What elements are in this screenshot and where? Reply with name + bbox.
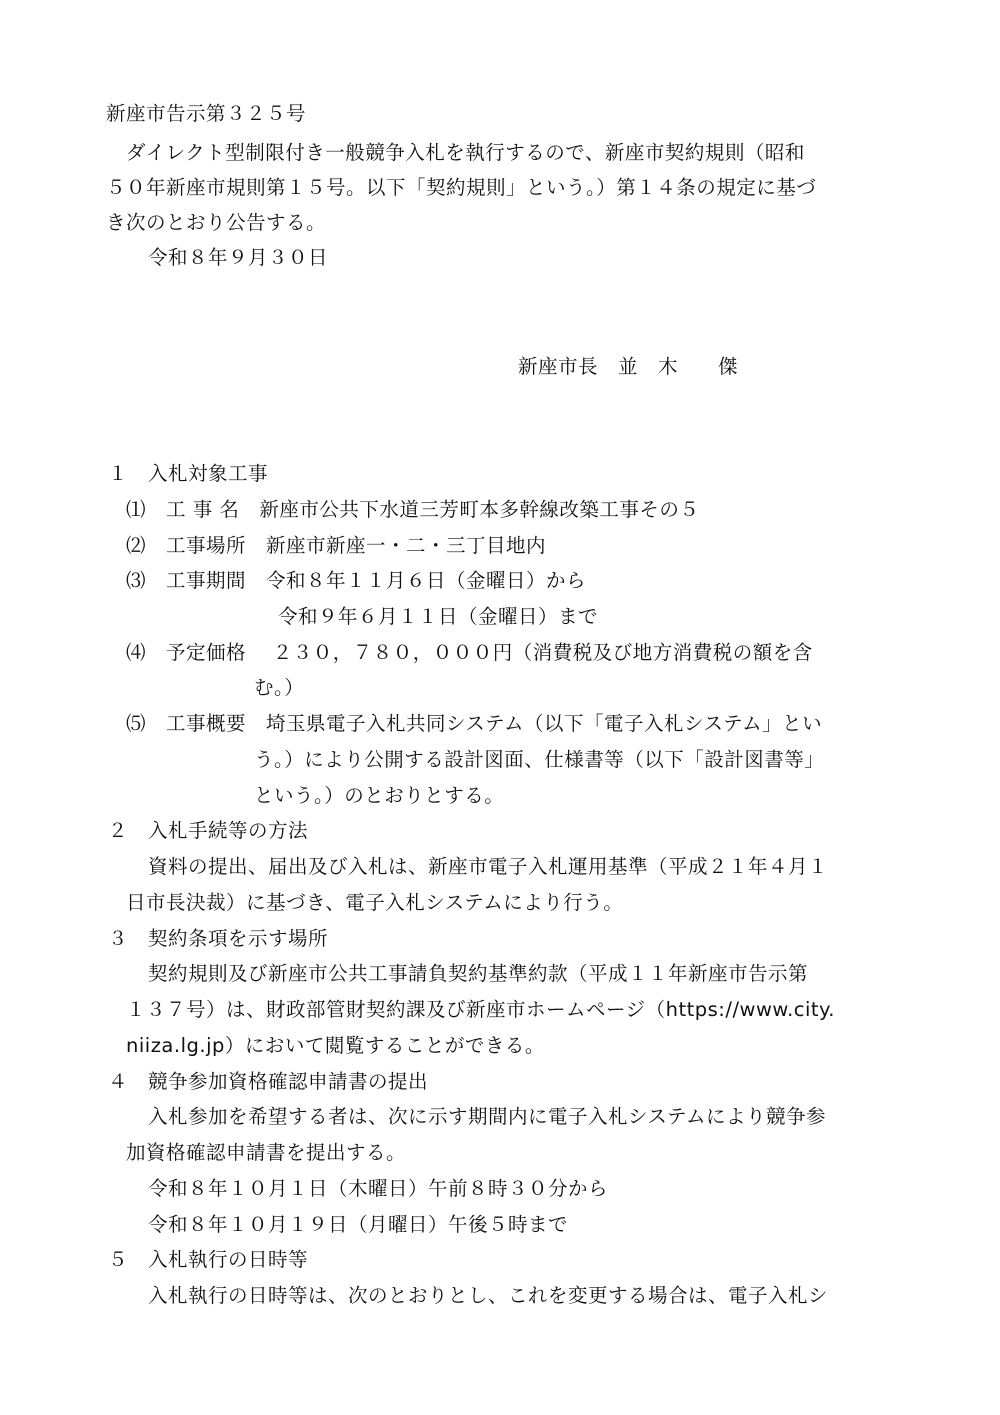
notice-body-line-3: き次のとおり公告する。 <box>106 211 327 234</box>
section-4-period-end: 令和８年１０月１９日（月曜日）午後５時まで <box>148 1213 569 1236</box>
section-3-text-line-1: 契約規則及び新座市公共工事請負契約基準約款（平成１１年新座市告示第 <box>148 962 809 985</box>
section-2-heading: ２ 入札手続等の方法 <box>108 819 309 842</box>
section-1-item-5-line-1: ⑸ 工事概要 埼玉県電子入札共同システム（以下「電子入札システム」とい <box>126 712 823 735</box>
notice-date: 令和８年９月３０日 <box>148 246 329 269</box>
section-4-text-line-1: 入札参加を希望する者は、次に示す期間内に電子入札システムにより競争参 <box>148 1105 827 1128</box>
section-3-heading: ３ 契約条項を示す場所 <box>108 927 329 950</box>
section-4-heading: ４ 競争参加資格確認申請書の提出 <box>108 1070 429 1093</box>
section-1-item-3-line-1: ⑶ 工事期間 令和８年１１月６日（金曜日）から <box>126 569 587 592</box>
notice-body-line-1: ダイレクト型制限付き一般競争入札を執行するので、新座市契約規則（昭和 <box>126 141 805 164</box>
section-1-item-4-line-2: む。） <box>254 676 305 699</box>
notice-number: 新座市告示第３２５号 <box>106 102 307 125</box>
section-1-item-4-line-1: ⑷ 予定価格 ２３０，７８０，０００円（消費税及び地方消費税の額を含 <box>126 641 813 664</box>
section-2-text-line-2: 日市長決裁）に基づき、電子入札システムにより行う。 <box>126 891 624 914</box>
section-1-heading: １ 入札対象工事 <box>108 462 269 485</box>
notice-signatory: 新座市長 並 木 傑 <box>518 355 739 378</box>
section-3-text-line-2: １３７号）は、財政部管財契約課及び新座市ホームページ（https://www.city. <box>126 998 836 1021</box>
notice-body-line-2: ５０年新座市規則第１５号。以下「契約規則」という。）第１４条の規定に基づ <box>106 176 817 199</box>
section-5-heading: ５ 入札執行の日時等 <box>108 1248 309 1271</box>
section-1-item-5-line-3: という。）のとおりとする。 <box>254 784 505 807</box>
section-1-item-5-line-2: う。）により公開する設計図面、仕様書等（以下「設計図書等」 <box>254 748 825 771</box>
section-1-item-1: ⑴ 工 事 名 新座市公共下水道三芳町本多幹線改築工事その５ <box>126 498 700 521</box>
section-1-item-3-line-2: 令和９年６月１１日（金曜日）まで <box>278 605 599 628</box>
section-2-text-line-1: 資料の提出、届出及び入札は、新座市電子入札運用基準（平成２１年４月１ <box>148 855 829 878</box>
section-5-text-line-1: 入札執行の日時等は、次のとおりとし、これを変更する場合は、電子入札シ <box>148 1284 829 1307</box>
section-4-text-line-2: 加資格確認申請書を提出する。 <box>126 1141 407 1164</box>
section-3-text-line-3: niiza.lg.jp）において閲覧することができる。 <box>126 1034 545 1057</box>
section-1-item-2: ⑵ 工事場所 新座市新座一・二・三丁目地内 <box>126 534 547 557</box>
section-4-period-start: 令和８年１０月１日（木曜日）午前８時３０分から <box>148 1177 609 1200</box>
